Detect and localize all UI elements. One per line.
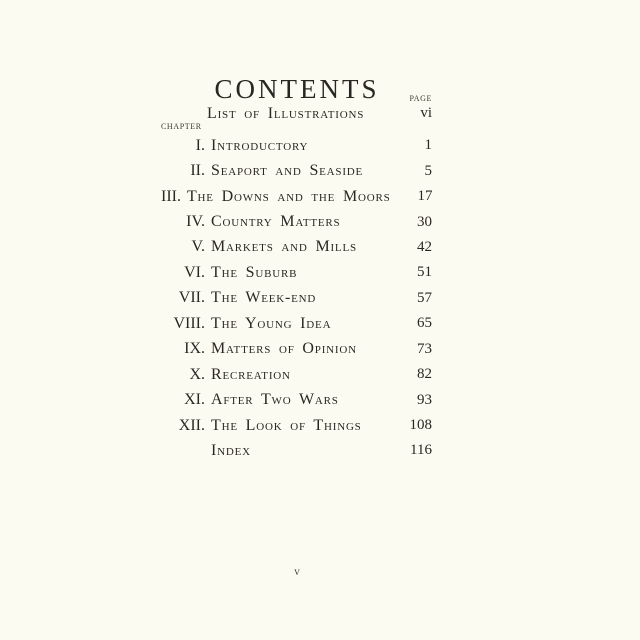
toc-row bbox=[161, 337, 432, 362]
chapter-title: Introductory bbox=[211, 136, 309, 154]
chapter-numeral: XI. bbox=[184, 391, 205, 409]
chapter-title: The Young Idea bbox=[211, 314, 332, 332]
toc-row bbox=[161, 158, 432, 183]
page-title: CONTENTS bbox=[214, 74, 380, 105]
chapter-numeral: XII. bbox=[178, 416, 205, 434]
folio-page-number: v bbox=[294, 566, 300, 578]
toc-row bbox=[161, 286, 432, 311]
chapter-numeral: III. bbox=[161, 187, 181, 205]
toc-row bbox=[161, 260, 432, 285]
chapter-numeral: VIII. bbox=[173, 314, 205, 332]
chapter-page-number: 51 bbox=[417, 264, 432, 281]
chapter-page-number: 1 bbox=[424, 137, 432, 154]
chapter-title: The Suburb bbox=[211, 263, 298, 281]
chapter-column-label: CHAPTER bbox=[161, 122, 202, 131]
front-matter-title: List of Illustrations bbox=[207, 104, 365, 122]
chapter-title: Recreation bbox=[211, 365, 291, 383]
chapter-title: Seaport and Seaside bbox=[211, 162, 364, 180]
table-of-contents bbox=[161, 93, 432, 464]
chapter-page-number: 5 bbox=[424, 162, 432, 179]
chapter-title: After Two Wars bbox=[211, 391, 339, 409]
toc-row bbox=[161, 311, 432, 336]
chapter-numeral: VII. bbox=[178, 289, 205, 307]
chapter-numeral: VI. bbox=[184, 263, 205, 281]
chapter-page-number: 116 bbox=[410, 442, 432, 459]
page-column-label: PAGE bbox=[409, 94, 432, 103]
toc-row bbox=[161, 209, 432, 234]
chapter-page-number: 57 bbox=[417, 289, 432, 306]
chapter-page-number: 30 bbox=[417, 213, 432, 230]
toc-row bbox=[161, 235, 432, 260]
chapter-page-number: 93 bbox=[417, 391, 432, 408]
chapter-page-number: 82 bbox=[417, 366, 432, 383]
chapter-numeral: V. bbox=[191, 238, 205, 256]
chapter-page-number: 73 bbox=[417, 340, 432, 357]
chapter-title: Index bbox=[211, 441, 251, 459]
chapter-title: Matters of Opinion bbox=[211, 340, 357, 358]
chapter-page-number: 65 bbox=[417, 315, 432, 332]
chapter-page-number: 108 bbox=[409, 417, 432, 434]
chapter-numeral: I. bbox=[195, 136, 205, 154]
chapter-title: Markets and Mills bbox=[211, 238, 357, 256]
toc-row bbox=[161, 438, 432, 463]
chapter-numeral: X. bbox=[189, 365, 205, 383]
chapter-numeral: IV. bbox=[186, 213, 205, 231]
chapter-title: The Look of Things bbox=[211, 416, 362, 434]
chapter-title: Country Matters bbox=[211, 213, 341, 231]
toc-row bbox=[161, 133, 432, 158]
toc-entries bbox=[161, 133, 432, 464]
toc-row bbox=[161, 362, 432, 387]
chapter-page-number: 17 bbox=[417, 188, 433, 205]
chapter-page-number: 42 bbox=[417, 238, 432, 255]
toc-row bbox=[161, 387, 432, 412]
front-matter-page-number: vi bbox=[420, 105, 432, 121]
chapter-title: The Downs and the Moors bbox=[186, 187, 391, 205]
toc-row bbox=[161, 184, 432, 209]
toc-row-front-matter bbox=[161, 104, 432, 123]
chapter-numeral: II. bbox=[190, 162, 205, 180]
chapter-title: The Week-end bbox=[211, 289, 317, 307]
chapter-numeral: IX. bbox=[184, 340, 205, 358]
toc-row bbox=[161, 413, 432, 438]
